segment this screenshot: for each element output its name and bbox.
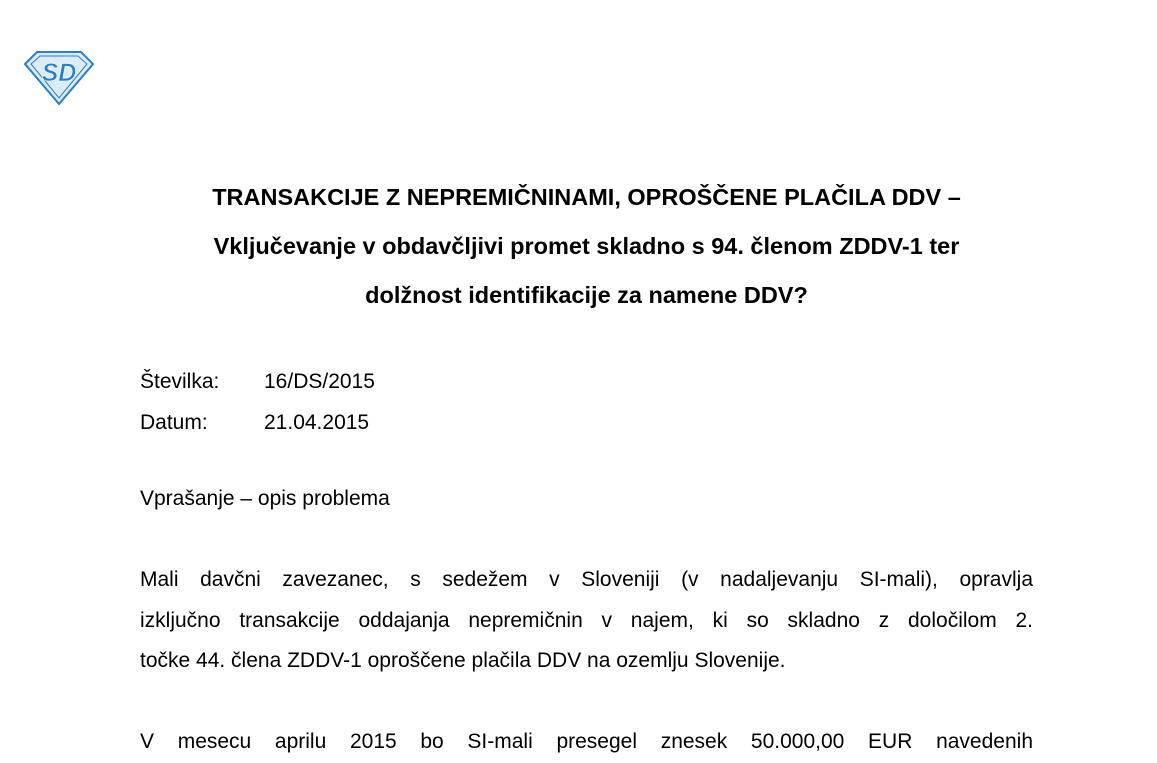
sd-shield-logo-icon: [22, 48, 96, 106]
meta-number-row: [140, 362, 375, 403]
title-line-1: TRANSAKCIJE Z NEPREMIČNINAMI, OPROŠČENE PLAČILA DDV –: [212, 184, 961, 210]
date-label: Datum:: [140, 410, 208, 434]
paragraph-1-line-3: točke 44. člena ZDDV-1 oproščene plačila DDV na ozemlju Slovenije.: [140, 649, 786, 673]
logo-text: SD: [41, 59, 77, 87]
number-value: 16/DS/2015: [264, 370, 375, 393]
date-value: 21.04.2015: [264, 410, 370, 434]
paragraph-1: [140, 560, 1033, 682]
paragraph-1-line-1: Mali davčni zavezanec, s sedežem v Sloveniji (v nadaljevanju SI-mali), opravlja: [140, 568, 1033, 591]
title-line-2: Vključevanje v obdavčljivi promet skladno s 94. členom ZDDV-1 ter: [213, 233, 960, 259]
paragraph-2: [140, 722, 1033, 763]
section-heading: Vprašanje – opis problema: [140, 487, 390, 510]
document-title: [140, 173, 1033, 320]
meta-date-row: [140, 403, 375, 444]
title-line-3: dolžnost identifikacije za namene DDV?: [365, 282, 808, 308]
paragraph-2-line-1: V mesecu aprilu 2015 bo SI-mali presegel znesek 50.000,00 EUR navedenih: [140, 730, 1033, 753]
number-label: Številka:: [140, 370, 220, 393]
paragraph-1-line-2: izključno transakcije oddajanja nepremičnin v najem, ki so skladno z določilom 2.: [140, 608, 1033, 632]
document-meta: [140, 362, 375, 443]
company-logo: [22, 48, 96, 106]
